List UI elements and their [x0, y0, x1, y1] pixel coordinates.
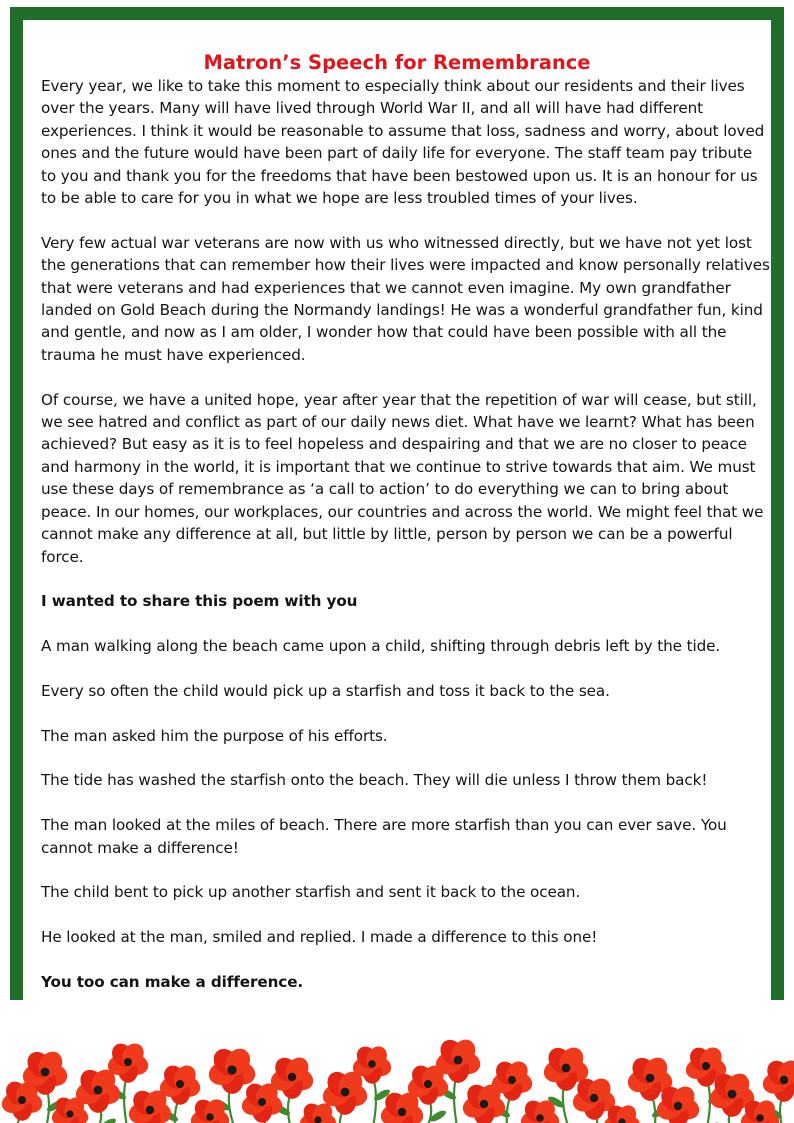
- poem-line-1: A man walking along the beach came upon a child, shifting through debris left by the tide.: [41, 637, 721, 656]
- poem-line-6: The child bent to pick up another starfish and sent it back to the ocean.: [41, 883, 581, 902]
- poppy-field-svg: [0, 1022, 794, 1123]
- poem-intro: I wanted to share this poem with you: [41, 592, 358, 611]
- poppy-field-icon: [0, 1022, 794, 1123]
- document-body: [41, 75, 771, 1016]
- poppy-flower-icon: [760, 1056, 794, 1102]
- paragraph-1: Every year, we like to take this moment to especially think about our residents and their lives over the years. Many will have lived through World War II, and all will have had different experiences. I think it would be reasonable to assume that loss, sadness and worry, about loved ones and the future would have been part of daily life for everyone. The staff team pay tribute to you and thank you for the freedoms that have been bestowed upon us. It is an honour for us to be able to care for you in what we hope are less troubled times of your lives.: [41, 77, 765, 208]
- poem-line-5: The man looked at the miles of beach. There are more starfish than you can ever save. You cannot make a difference!: [41, 816, 727, 857]
- paragraph-3: Of course, we have a united hope, year after year that the repetition of war will cease, but still, we see hatred and conflict as part of our daily news diet. What have we learnt? What has been achieved? But easy as it is to feel hopeless and despairing and that we are no closer to peace and harmony in the world, it is important that we continue to strive towards that aim. We must use these days of remembrance as ‘a call to action’ to do everything we can to bring about peace. In our homes, our workplaces, our countries and across the world. We might feel that we cannot make any difference at all, but little by little, person by person we can be a powerful force.: [41, 390, 764, 566]
- closing-line: You too can make a difference.: [41, 973, 304, 992]
- poem-line-3: The man asked him the purpose of his efforts.: [41, 726, 388, 745]
- poem-line-7: He looked at the man, smiled and replied. I made a difference to this one!: [41, 928, 598, 947]
- paragraph-2: Very few actual war veterans are now with us who witnessed directly, but we have not yet lost the generations that can remember how their lives were impacted and know personally relatives that were veterans and had experiences that we cannot even imagine. My own grandfather landed on Gold Beach during the Normandy landings! He was a wonderful grandfather fun, kind and gentle, and now as I am older, I wonder how that could have been possible with all the trauma he must have experienced.: [41, 233, 770, 364]
- page-title: Matron’s Speech for Remembrance: [203, 51, 591, 74]
- poem-line-4: The tide has washed the starfish onto the beach. They will die unless I throw them back!: [41, 771, 708, 790]
- poem-line-2: Every so often the child would pick up a starfish and toss it back to the sea.: [41, 681, 610, 700]
